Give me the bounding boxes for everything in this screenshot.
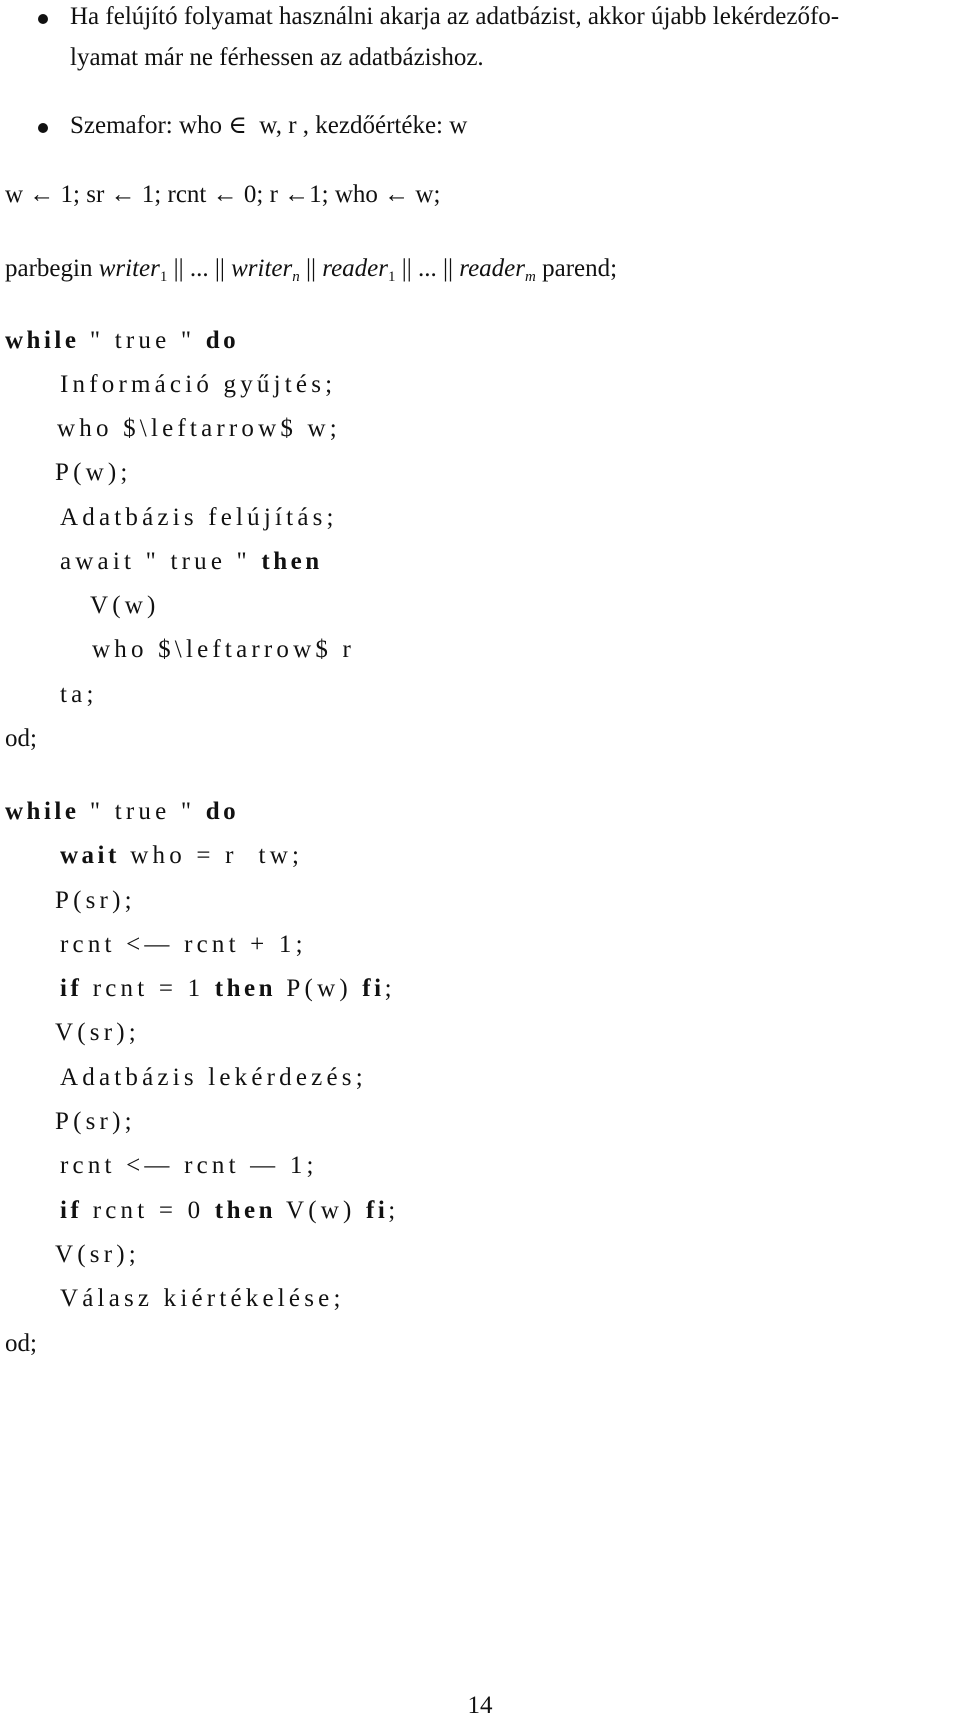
reader-while-line (5, 797, 239, 827)
writer-line-5 (60, 547, 323, 577)
fi-keyword: fi (362, 975, 385, 1002)
then-keyword: then (261, 548, 323, 575)
while-condition: " true " (79, 327, 206, 354)
writer-line-1: Információ gyűjtés; (60, 371, 337, 398)
if-condition: rcnt = 1 (82, 975, 215, 1002)
reader-name-m: reader (459, 255, 526, 282)
separator-2: || ... || (395, 255, 460, 282)
bullet-dot-1 (38, 14, 48, 24)
parend-keyword: parend; (542, 255, 618, 282)
reader-line-3: rcnt <— rcnt + 1; (60, 931, 307, 958)
writer-line-7: who $\leftarrow$ r (92, 636, 356, 663)
reader-line-11: Válasz kiértékelése; (60, 1285, 345, 1312)
semicolon: ; (388, 1197, 400, 1224)
wait-keyword: wait (60, 842, 120, 869)
reader-line-4 (60, 974, 396, 1004)
parbegin-line: parbegin writer$_1$ || ... || writer$_n$ || reader$_1$ || ... || reader$_m$ parend; (5, 255, 618, 285)
fi-keyword: fi (366, 1197, 389, 1224)
semicolon: ; (384, 975, 396, 1002)
reader-sub-m: m (525, 269, 536, 285)
do-keyword: do (205, 798, 240, 825)
bullet-1-line-2: lyamat már ne férhessen az adatbázishoz. (70, 44, 484, 71)
writer-line-4: Adatbázis felújítás; (60, 504, 338, 531)
then-action: V(w) (275, 1197, 366, 1224)
while-keyword: while (5, 327, 80, 354)
if-condition: rcnt = 0 (82, 1197, 215, 1224)
if-keyword: if (60, 975, 83, 1002)
then-keyword: then (214, 975, 276, 1002)
do-keyword: do (205, 327, 240, 354)
writer-line-3: P(w); (55, 459, 132, 486)
writer-name-1: writer (98, 255, 160, 282)
reader-line-8: rcnt <— rcnt — 1; (60, 1152, 318, 1179)
reader-name-1: reader (322, 255, 388, 282)
writer-sub-1: 1 (159, 269, 168, 285)
writer-line-6: V(w) (90, 592, 160, 619)
writer-line-8: ta; (60, 681, 98, 708)
writer-while-line (5, 326, 239, 356)
reader-line-2: P(sr); (55, 887, 136, 914)
bullet-dot-2 (38, 123, 48, 133)
if-keyword: if (60, 1197, 83, 1224)
reader-line-9 (60, 1196, 399, 1226)
reader-od: od; (5, 1330, 37, 1357)
reader-line-6: Adatbázis lekérdezés; (60, 1064, 367, 1091)
init-line: w ← 1; sr ← 1; rcnt ← 0; r ←1; who ← w; (5, 181, 441, 208)
reader-sub-1: 1 (388, 269, 396, 285)
reader-line-10: V(sr); (55, 1241, 140, 1268)
separator-1: || ... || (167, 255, 232, 282)
while-condition: " true " (79, 798, 206, 825)
await-text: await " true " (60, 548, 262, 575)
writer-name-n: writer (231, 255, 293, 282)
parbegin-keyword: parbegin (5, 255, 93, 282)
bullet-2-line-1: Szemafor: who ∈ w, r , kezdőértéke: w (70, 112, 468, 139)
while-keyword: while (5, 798, 80, 825)
wait-condition: who = r tw; (119, 842, 304, 869)
bullet-1-line-1: Ha felújító folyamat használni akarja az adatbázist, akkor újabb lekérdezőfo- (70, 3, 840, 30)
reader-line-7: P(sr); (55, 1108, 136, 1135)
page-number: 14 (467, 1692, 493, 1719)
writer-sub-n: n (292, 269, 300, 285)
then-action: P(w) (275, 975, 363, 1002)
writer-od: od; (5, 725, 37, 752)
writer-line-2: who $\leftarrow$ w; (57, 415, 341, 442)
reader-line-5: V(sr); (55, 1019, 140, 1046)
then-keyword: then (214, 1197, 276, 1224)
reader-line-1 (60, 841, 303, 871)
